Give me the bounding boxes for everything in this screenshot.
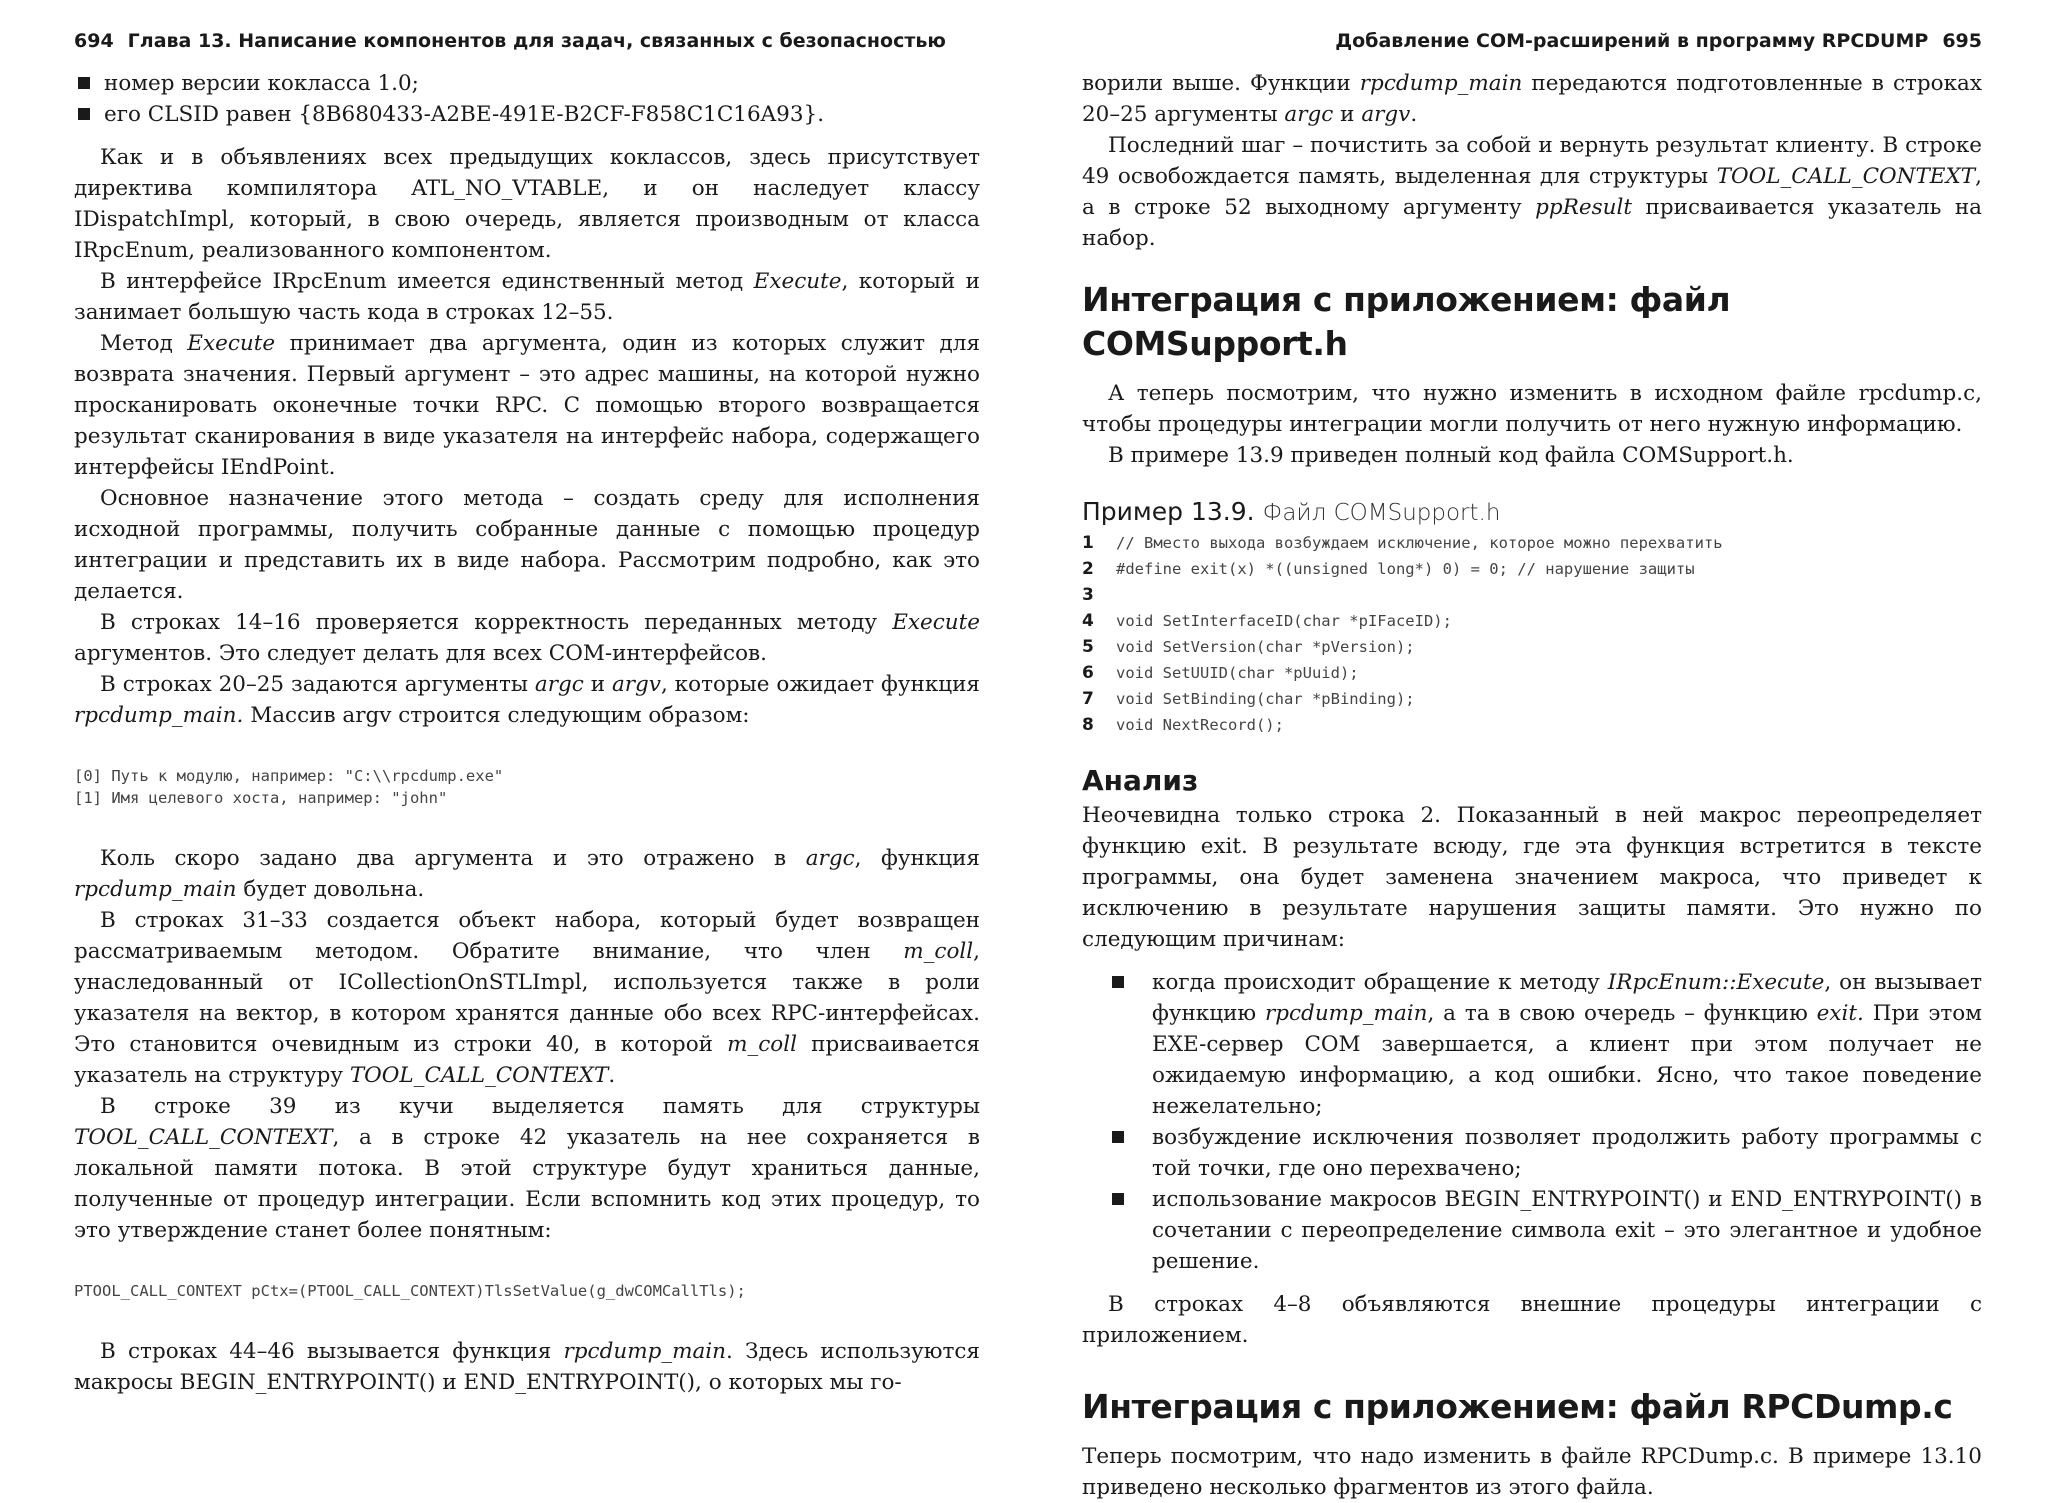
- left-page: [74, 0, 980, 1447]
- listing-row: 5 void SetVersion(char *pVersion);: [1082, 637, 1415, 657]
- bullet-square-icon: [1112, 1131, 1124, 1143]
- left-top-bullets: [74, 68, 980, 130]
- right-body: [1082, 68, 1982, 1503]
- list-item: когда происходит обращение к методу IRpcEnum::Execute, он вызывает функцию rpcdump_main, а та в свою очередь – функцию exit. При этом EXE-сервер COM завершается, а клиент при этом получает не ожидаемую информацию, а код ошибки. Ясно, что такое поведение нежелательно;: [1082, 967, 1982, 1122]
- list-item: его CLSID равен {8B680433-A2BE-491E-B2CF-F858C1C16A93}.: [74, 99, 980, 130]
- section-heading-comsupport: Интеграция с приложением: файл COMSupport.h: [1082, 280, 1731, 363]
- listing-row: 3: [1082, 585, 1094, 605]
- code-block-argv: [0] Путь к модулю, например: "C:\\rpcdump.exe" [1] Имя целевого хоста, например: "john": [74, 767, 504, 807]
- example-label: Пример 13.9.: [1082, 497, 1255, 526]
- list-item: возбуждение исключения позволяет продолжить работу программы с той точки, где оно перехвачено;: [1082, 1122, 1982, 1184]
- bullet-square-icon: [1112, 1193, 1124, 1205]
- right-running-head-text: Добавление COM-расширений в программу RPCDUMP: [1335, 30, 1929, 52]
- analysis-heading: Анализ: [1082, 764, 1199, 797]
- code-listing: [1082, 530, 1982, 738]
- paragraph: В строках 14–16 проверяется корректность переданных методу Execute аргументов. Это следует делать для всех COM-интерфейсов.: [74, 610, 980, 666]
- section-heading-rpcdump: Интеграция с приложением: файл RPCDump.c: [1082, 1387, 1953, 1426]
- left-page-number: 694: [74, 30, 114, 52]
- list-item: номер версии кокласса 1.0;: [74, 68, 980, 99]
- paragraph: Теперь посмотрим, что надо изменить в файле RPCDump.c. В примере 13.10 приведено несколько фрагментов из этого файла.: [1082, 1444, 1982, 1500]
- paragraph: А теперь посмотрим, что нужно изменить в исходном файле rpcdump.c, чтобы процедуры интеграции могли получить от него нужную информацию.: [1082, 381, 1982, 437]
- bullet-square-icon: [78, 108, 90, 120]
- listing-row: 8 void NextRecord();: [1082, 715, 1284, 735]
- paragraph: Неочевидна только строка 2. Показанный в ней макрос переопределяет функцию exit. В результате всюду, где эта функция встретится в тексте программы, она будет заменена значением макроса, что приведет к исключению в результате нарушения защиты памяти. Это нужно по следующим причинам:: [1082, 803, 1982, 952]
- listing-row: 2 #define exit(x) *((unsigned long*) 0) = 0; // нарушение защиты: [1082, 559, 1695, 579]
- paragraph: В интерфейсе IRpcEnum имеется единственный метод Execute, который и занимает большую часть кода в строках 12–55.: [74, 269, 981, 325]
- paragraph: Как и в объявлениях всех предыдущих коклассов, здесь присутствует директива компилятора ATL_NO_VTABLE, и он наследует классу IDispatchImpl, который, в свою очередь, является производным от класса IRpcEnum, реализованного компонентом.: [74, 145, 980, 263]
- left-body: [74, 68, 980, 1398]
- left-running-head-text: Глава 13. Написание компонентов для задач, связанных с безопасностью: [127, 30, 946, 52]
- paragraph: Основное назначение этого метода – создать среду для исполнения исходной программы, получить собранные данные с помощью процедур интеграции и представить их в виде набора. Рассмотрим подробно, как это делается.: [74, 486, 980, 604]
- paragraph: Коль скоро задано два аргумента и это отражено в argc, функция rpcdump_main будет довольна.: [74, 846, 980, 902]
- bullet-square-icon: [78, 77, 90, 89]
- paragraph: ворили выше. Функции rpcdump_main передаются подготовленные в строках 20–25 аргументы argc и argv.: [1082, 71, 1982, 127]
- listing-row: 1 // Вместо выхода возбуждаем исключение, которое можно перехватить: [1082, 533, 1723, 553]
- paragraph: В строках 44–46 вызывается функция rpcdump_main. Здесь используются макросы BEGIN_ENTRYPOINT() и END_ENTRYPOINT(), о которых мы го-: [74, 1339, 980, 1395]
- example-caption: Файл COMSupport.h: [1262, 500, 1501, 526]
- paragraph: В примере 13.9 приведен полный код файла COMSupport.h.: [1108, 443, 1794, 468]
- right-page: [1082, 0, 1983, 1500]
- listing-row: 4 void SetInterfaceID(char *pIFaceID);: [1082, 611, 1452, 631]
- paragraph: Последний шаг – почистить за собой и вернуть результат клиенту. В строке 49 освобождается память, выделенная для структуры TOOL_CALL_CONTEXT, а в строке 52 выходному аргументу ppResult присваивается указатель на набор.: [1082, 133, 1983, 251]
- reasons-list: [1082, 967, 1982, 1277]
- list-item: использование макросов BEGIN_ENTRYPOINT() и END_ENTRYPOINT() в сочетании с переопределение символа exit – это элегантное и удобное решение.: [1082, 1184, 1982, 1277]
- left-running-head: [74, 30, 980, 56]
- paragraph: Метод Execute принимает два аргумента, один из которых служит для возврата значения. Первый аргумент – это адрес машины, на которой нужно просканировать оконечные точки RPC. С помощью второго возвращается результат сканирования в виде указателя на интерфейс набора, содержащего интерфейсы IEndPoint.: [74, 331, 981, 480]
- code-block-tls: PTOOL_CALL_CONTEXT pCtx=(PTOOL_CALL_CONTEXT)TlsSetValue(g_dwCOMCallTls);: [74, 1282, 746, 1300]
- right-page-number: 695: [1942, 30, 1982, 52]
- paragraph: В строке 39 из кучи выделяется память для структуры TOOL_CALL_CONTEXT, а в строке 42 указатель на нее сохраняется в локальной памяти потока. В этой структуре будут храниться данные, полученные от процедур интеграции. Если вспомнить код этих процедур, то это утверждение станет более понятным:: [74, 1094, 980, 1243]
- listing-row: 6 void SetUUID(char *pUuid);: [1082, 663, 1359, 683]
- paragraph: В строках 4–8 объявляются внешние процедуры интеграции с приложением.: [1082, 1292, 1982, 1348]
- paragraph: В строках 20–25 задаются аргументы argc и argv, которые ожидает функция rpcdump_main. Массив argv строится следующим образом:: [74, 672, 980, 728]
- listing-row: 7 void SetBinding(char *pBinding);: [1082, 689, 1415, 709]
- right-running-head: [1082, 30, 1982, 56]
- paragraph: В строках 31–33 создается объект набора, который будет возвращен рассматриваемым методом. Обратите внимание, что член m_coll, унаследованный от ICollectionOnSTLImpl, используется также в роли указателя на вектор, в котором хранятся данные обо всех RPC-интерфейсах. Это становится очевидным из строки 40, в которой m_coll присваивается указатель на структуру TOOL_CALL_CONTEXT.: [74, 908, 980, 1088]
- example-title: [1082, 495, 1982, 530]
- bullet-square-icon: [1112, 976, 1124, 988]
